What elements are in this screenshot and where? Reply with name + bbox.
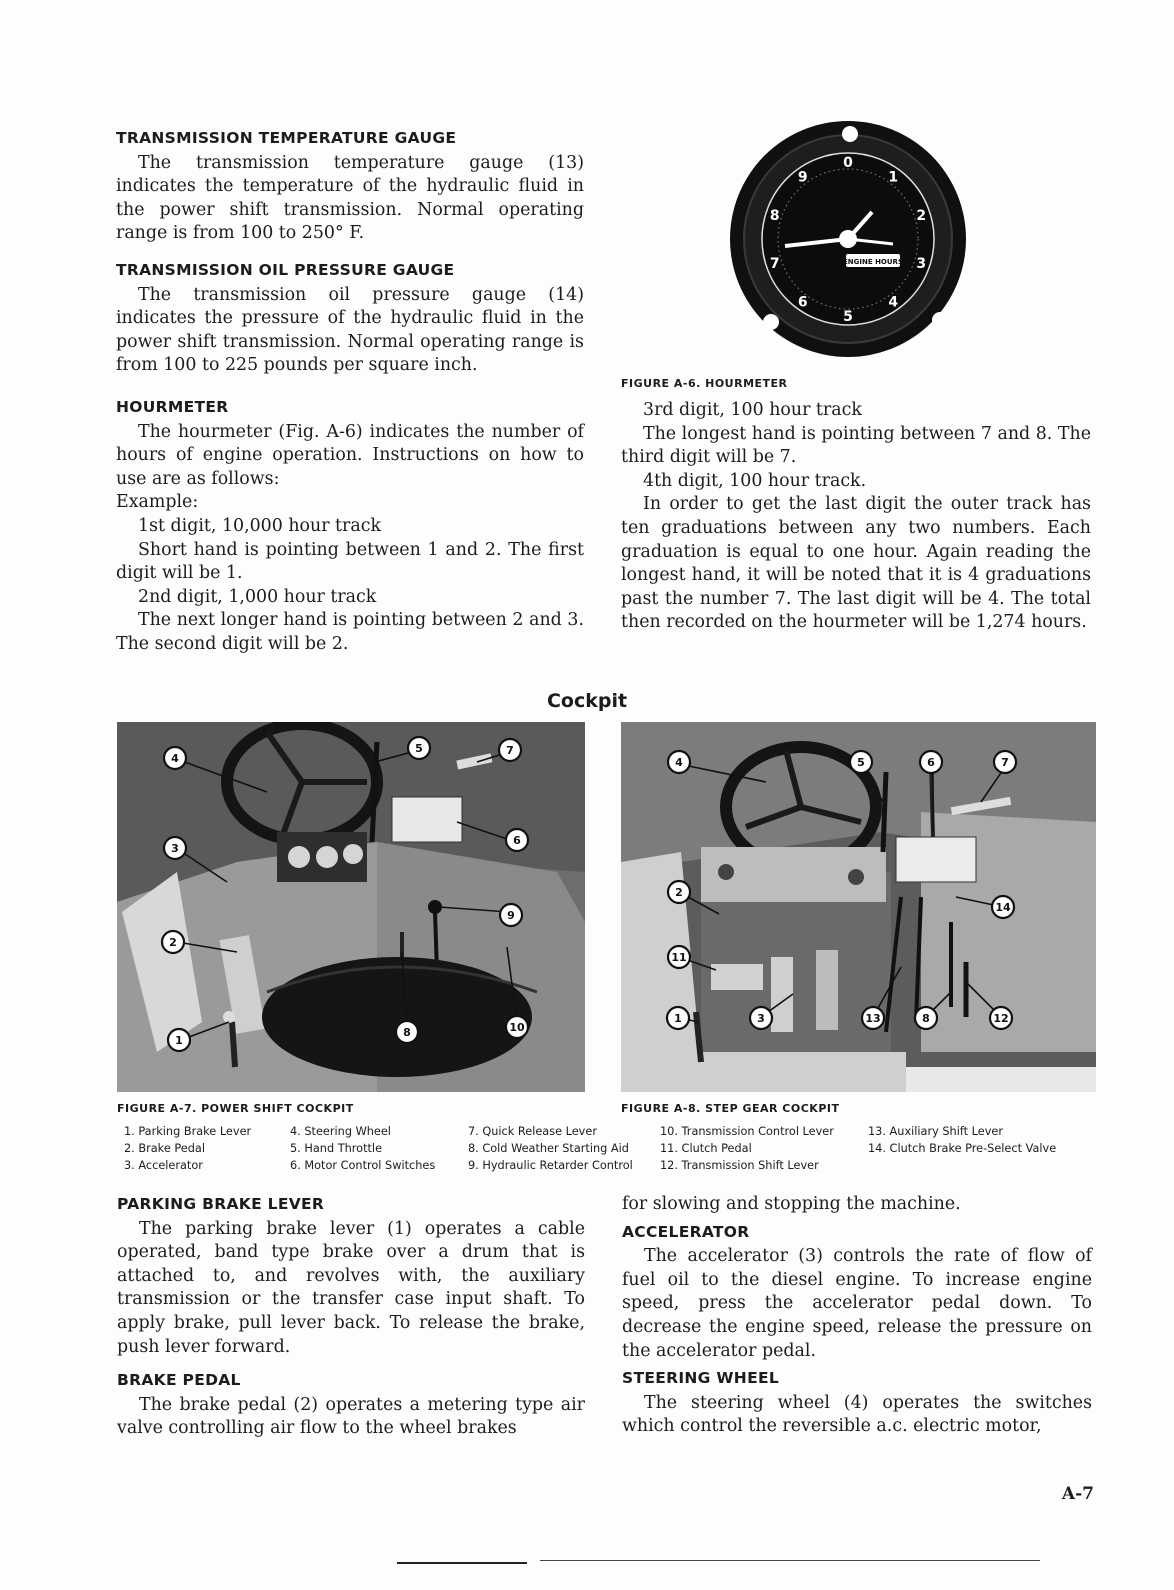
legend-item-14: 14. Clutch Brake Pre-Select Valve [868, 1142, 1057, 1155]
legend-item-11: 11. Clutch Pedal [660, 1142, 752, 1155]
page-number: A-7 [1061, 1484, 1094, 1504]
callout-number: 13 [865, 1012, 881, 1025]
legend-item-9: 9. Hydraulic Retarder Control [468, 1159, 633, 1172]
legend-item-2: 2. Brake Pedal [124, 1142, 205, 1155]
heading-brake-pedal: BRAKE PEDAL [117, 1371, 241, 1390]
para-parking-brake: The parking brake lever (1) operates a cable operated, band type brake over a drum that is attached to, and revolves with, the auxiliary transmission or the transfer case input shaft. To apply brake, pull lever back. To release the brake, push lever forward. [117, 1218, 585, 1357]
figure-a8-caption: FIGURE A-8. STEP GEAR COCKPIT [621, 1102, 840, 1115]
callout-number: 7 [1001, 756, 1009, 769]
legend-item-10: 10. Transmission Control Lever [660, 1125, 834, 1138]
right-column-bottom [622, 1193, 1092, 1439]
legend-col-1 [124, 1123, 251, 1174]
gauge-number: 6 [797, 294, 808, 311]
cockpit-title: Cockpit [546, 690, 628, 712]
figure-a7-caption: FIGURE A-7. POWER SHIFT COCKPIT [117, 1102, 354, 1115]
legend-item-13: 13. Auxiliary Shift Lever [868, 1125, 1003, 1138]
callout-number: 2 [675, 886, 683, 899]
heading-accelerator: ACCELERATOR [622, 1222, 750, 1241]
gauge-number: 4 [888, 294, 899, 311]
callout-number: 7 [506, 744, 514, 757]
para-hourmeter-intro: The hourmeter (Fig. A-6) indicates the number of hours of engine operation. Instructions on how to use are as follows: [116, 421, 584, 489]
para-brake-pedal-cont: for slowing and stopping the machine. [622, 1194, 961, 1214]
callout-number: 4 [675, 756, 683, 769]
left-column-bottom [117, 1193, 585, 1441]
gauge-number: 8 [769, 208, 780, 225]
gauge-number: 2 [916, 208, 927, 225]
gauge-number: 9 [797, 169, 808, 186]
para-steering: The steering wheel (4) operates the switches which control the reversible a.c. electric motor, [622, 1392, 1092, 1437]
legend-item-8: 8. Cold Weather Starting Aid [468, 1142, 629, 1155]
legend-item-3: 3. Accelerator [124, 1159, 203, 1172]
gauge-number: 1 [888, 169, 899, 186]
callout-number: 4 [171, 752, 179, 765]
legend-col-5 [868, 1123, 1056, 1157]
gauge-number: 7 [769, 255, 780, 272]
legend-item-5: 5. Hand Throttle [290, 1142, 383, 1155]
heading-trans-oil: TRANSMISSION OIL PRESSURE GAUGE [116, 260, 455, 279]
callout-number: 5 [415, 742, 423, 755]
scan-rule-2 [540, 1560, 1040, 1561]
para-trans-temp: The transmission temperature gauge (13) indicates the temperature of the hydraulic fluid in the power shift transmission. Normal operating range is from 100 to 250° F. [116, 152, 584, 244]
hourmeter-digit1-text: Short hand is pointing between 1 and 2. The first digit will be 1. [116, 539, 584, 584]
callout-number: 8 [922, 1012, 930, 1025]
legend-col-4 [660, 1123, 834, 1174]
gauge-number: 0 [843, 155, 853, 171]
legend-col-3 [468, 1123, 633, 1174]
callout-number: 1 [175, 1034, 183, 1047]
hourmeter-digit4: 4th digit, 100 hour track. [643, 470, 867, 491]
legend-item-1: 1. Parking Brake Lever [124, 1125, 252, 1138]
callout-number: 6 [927, 756, 935, 769]
para-brake-pedal: The brake pedal (2) operates a metering type air valve controlling air flow to the wheel brakes [117, 1394, 585, 1439]
hourmeter-digit2-text: The next longer hand is pointing between 2 and 3. The second digit will be 2. [116, 610, 584, 654]
para-trans-oil: The transmission oil pressure gauge (14) indicates the pressure of the hydraulic fluid in the power shift transmission. Normal operating range is from 100 to 225 pounds per square inch. [116, 284, 584, 376]
callout-number: 1 [674, 1012, 682, 1025]
callout-number: 12 [993, 1012, 1009, 1025]
heading-trans-temp: TRANSMISSION TEMPERATURE GAUGE [116, 129, 457, 147]
callout-number: 5 [857, 756, 865, 769]
callout-number: 6 [513, 834, 521, 847]
para-accelerator: The accelerator (3) controls the rate of flow of fuel oil to the diesel engine. To increase engine speed, press the accelerator pedal down. To decrease the engine speed, release the pressure on the accelerator pedal. [622, 1246, 1092, 1361]
legend-item-4: 4. Steering Wheel [290, 1125, 391, 1138]
hourmeter-example: Example: [116, 492, 199, 513]
hourmeter-digit1: 1st digit, 10,000 hour track [138, 515, 381, 536]
engine-hours-label: ENGINE HOURS [843, 258, 903, 266]
callout-number: 2 [169, 936, 177, 949]
scan-rule [397, 1562, 527, 1564]
callout-number: 10 [509, 1021, 525, 1034]
power-shift-cockpit-photo [117, 722, 585, 1092]
legend-col-2 [290, 1123, 435, 1174]
callout-number: 14 [995, 901, 1011, 914]
callout-number: 9 [507, 909, 515, 922]
heading-steering: STEERING WHEEL [622, 1369, 780, 1388]
heading-hourmeter: HOURMETER [116, 397, 229, 416]
callout-number: 3 [171, 842, 179, 855]
callout-number: 3 [757, 1012, 765, 1025]
gauge-number: 5 [843, 309, 853, 325]
callout-number: 8 [403, 1026, 411, 1039]
hourmeter-digit3-text: The longest hand is pointing between 7 and 8. The third digit will be 7. [621, 423, 1091, 468]
hourmeter-digit3: 3rd digit, 100 hour track [643, 400, 862, 420]
heading-parking-brake: PARKING BRAKE LEVER [117, 1195, 325, 1213]
figure-a6-caption: FIGURE A-6. HOURMETER [621, 377, 788, 390]
hourmeter-gauge-image [729, 118, 967, 358]
hourmeter-digit2: 2nd digit, 1,000 hour track [138, 586, 377, 607]
hourmeter-digit4-text: In order to get the last digit the outer track has ten graduations between any two numbers. Each graduation is equal to one hour. Again reading the longest hand, it will be noted that it is 4 graduations past the number 7. The last digit will be 4. The total then recorded on the hourmeter will be 1,274 hours. [621, 494, 1091, 633]
right-column-top [621, 399, 1091, 635]
left-column-top [116, 127, 584, 656]
gauge-number: 3 [916, 255, 927, 272]
legend-item-6: 6. Motor Control Switches [290, 1159, 436, 1172]
callout-number: 11 [671, 951, 687, 964]
step-gear-cockpit-photo [621, 722, 1096, 1092]
legend-item-7: 7. Quick Release Lever [468, 1125, 597, 1138]
legend-item-12: 12. Transmission Shift Lever [660, 1159, 819, 1172]
